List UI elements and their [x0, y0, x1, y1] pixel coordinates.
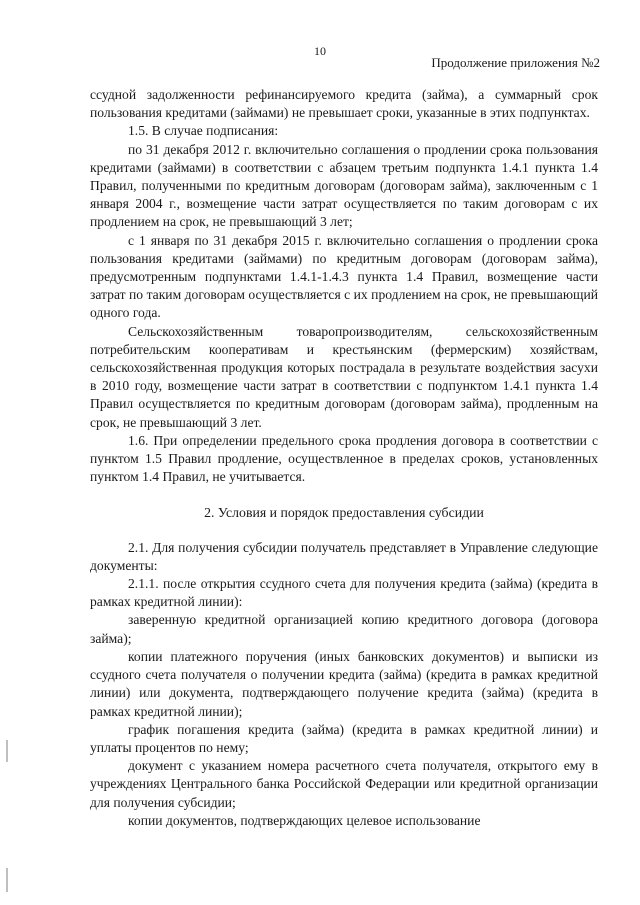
- list-item: копии платежного поручения (иных банковских документов) и выписки из ссудного счета получателя о получении кредита (займа) (кредита в рамках кредитной линии) или документа, подтверждающего получение кредита (займа) (кредита в рамках кредитной линии);: [90, 648, 598, 719]
- appendix-note: Продолжение приложения №2: [431, 55, 600, 70]
- document-body: [90, 86, 598, 830]
- list-item: копии документов, подтверждающих целевое использование: [128, 812, 481, 828]
- list-item: документ с указанием номера расчетного счета получателя, открытого ему в учреждениях Центрального банка Российской Федерации или кредитной организации для получения субсидии;: [90, 758, 598, 810]
- list-item: заверенную кредитной организацией копию кредитного договора (договора займа);: [90, 612, 598, 646]
- margin-scan-mark: [6, 740, 8, 762]
- list-item: график погашения кредита (займа) (кредита в рамках кредитной линии) и уплаты процентов по нему;: [90, 721, 598, 755]
- section-heading: 2. Условия и порядок предоставления субсидии: [204, 505, 484, 521]
- margin-scan-mark: [6, 868, 8, 892]
- paragraph: ссудной задолженности рефинансируемого кредита (займа), а суммарный срок пользования кредитами (займами) не превышает сроки, указанные в этих подпунктах.: [90, 87, 598, 121]
- clause-1-6: 1.6. При определении предельного срока продления договора в соответствии с пунктом 1.5 Правил продление, осуществленное в пределах сроков, установленных пунктом 1.4 Правил, не учитывается.: [90, 432, 598, 485]
- clause-1-5: 1.5. В случае подписания:: [128, 123, 279, 139]
- paragraph: Сельскохозяйственным товаропроизводителям, сельскохозяйственным потребительским кооперативам и крестьянским (фермерским) хозяйствам, сельскохозяйственная продукция которых пострадала в результате воздействия засухи в 2010 году, возмещение части затрат в соответствии с подпунктом 1.4.1 пункта 1.4 Правил осуществляется по кредитным договорам (договорам займа), продленным на срок, не превышающий 3 лет.: [90, 323, 598, 430]
- paragraph: по 31 декабря 2012 г. включительно соглашения о продлении срока пользования кредитами (займами) в соответствии с абзацем третьим подпункта 1.4.1 пункта 1.4 Правил, полученными по кредитным договорам (договорам займа), заключенным с 1 января 2004 г., возмещение части затрат осуществляется по таким договорам с их продлением на срок, не превышающий 3 лет;: [90, 141, 598, 230]
- page-number: 10: [314, 44, 326, 58]
- clause-2-1: 2.1. Для получения субсидии получатель представляет в Управление следующие документы:: [90, 539, 598, 573]
- clause-2-1-1: 2.1.1. после открытия ссудного счета для получения кредита (займа) (кредита в рамках кредитной линии):: [90, 576, 598, 610]
- paragraph: с 1 января по 31 декабря 2015 г. включительно соглашения о продлении срока пользования кредитами (займами) по кредитным договорам (договорам займа), предусмотренным подпунктами 1.4.1-1.4.3 пункта 1.4 Правил, возмещение части затрат по таким договорам осуществляется с их продлением на срок, не превышающий одного года.: [90, 232, 598, 321]
